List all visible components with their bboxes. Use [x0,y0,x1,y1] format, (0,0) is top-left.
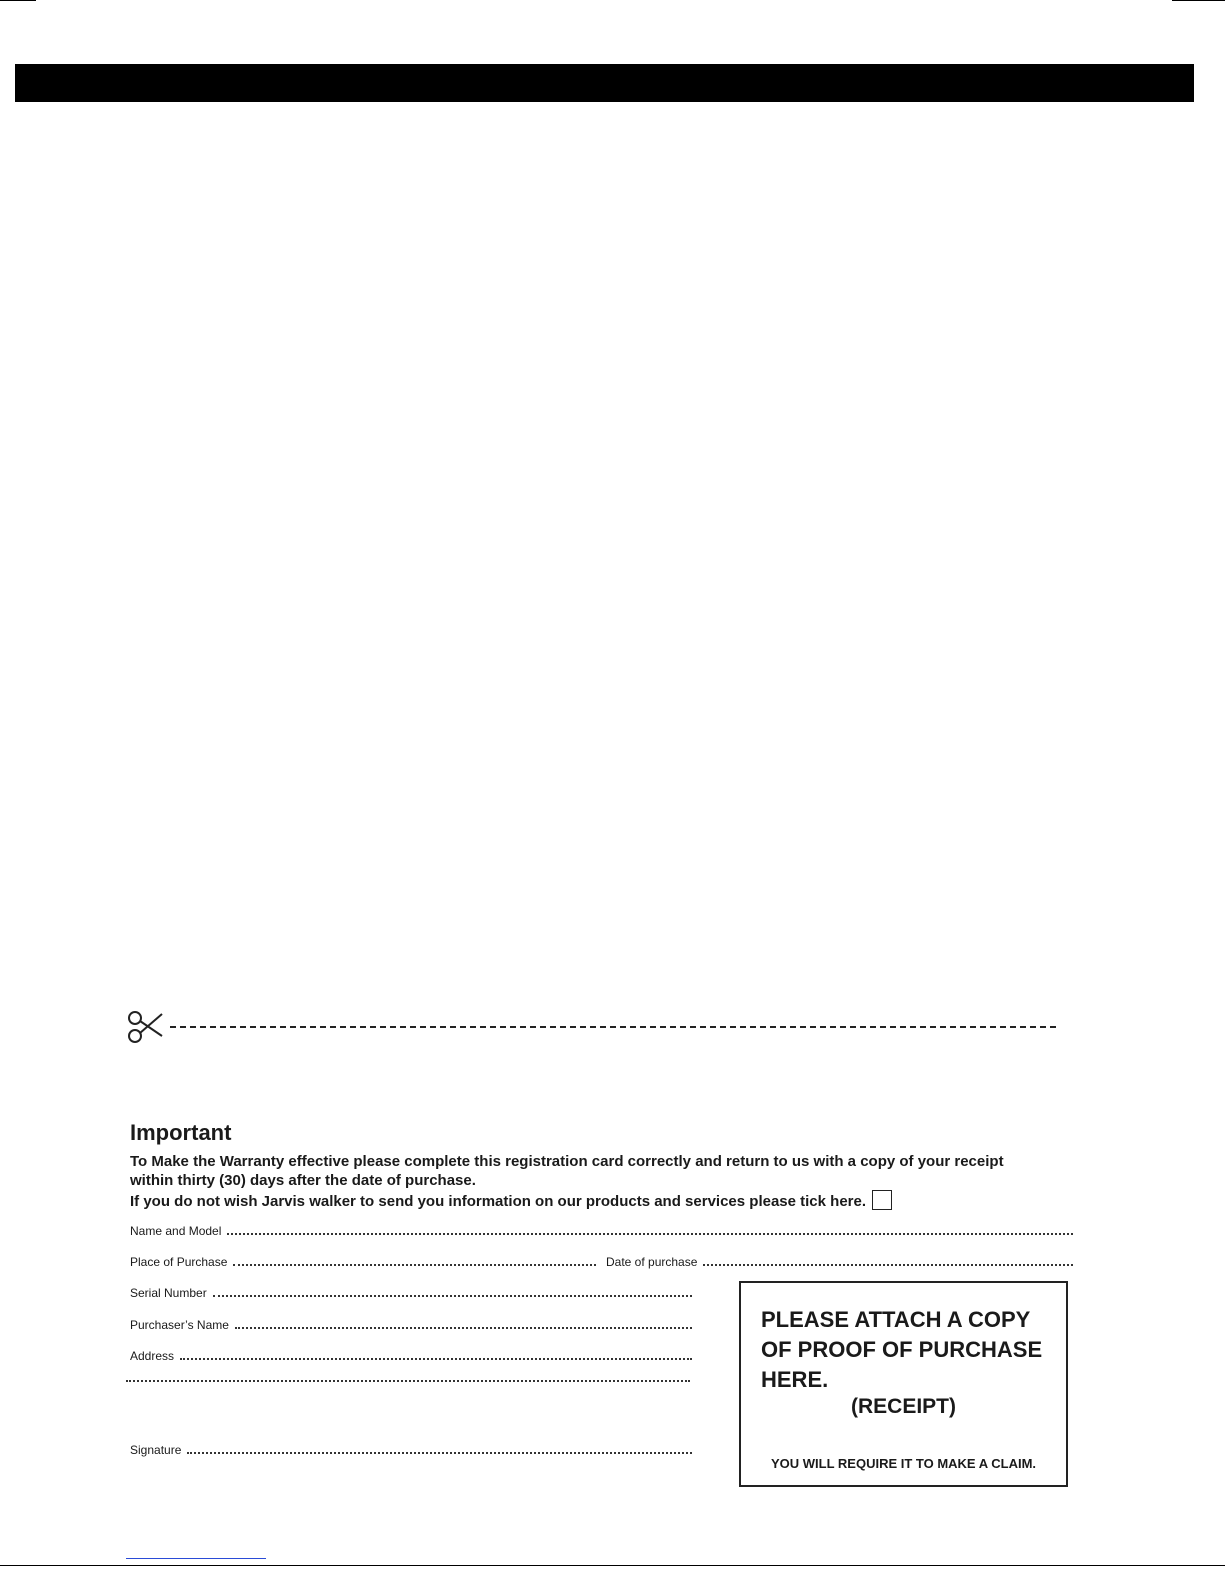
signature-label: Signature [130,1443,182,1457]
registration-form [130,1120,1075,1211]
opt-out-checkbox[interactable] [872,1190,892,1210]
purchaser-name-line[interactable] [235,1327,692,1329]
place-of-purchase-label: Place of Purchase [130,1255,228,1269]
receipt-note: YOU WILL REQUIRE IT TO MAKE A CLAIM. [770,1456,1037,1471]
intro-line-2: within thirty (30) days after the date of purchase. [130,1172,476,1189]
signature-line[interactable] [187,1452,692,1454]
footer-link-underline [126,1558,266,1559]
receipt-attach-box [739,1281,1068,1487]
intro-line-1: To Make the Warranty effective please complete this registration card correctly and return to us with a copy of your receipt [130,1153,1004,1170]
receipt-line-2: OF PROOF OF PURCHASE [761,1337,1043,1362]
purchaser-name-field[interactable] [130,1318,692,1332]
serial-number-label: Serial Number [130,1286,207,1300]
serial-number-line[interactable] [213,1295,692,1297]
form-title: Important [130,1120,232,1145]
address-line-2-field[interactable] [126,1380,690,1385]
crop-mark-left [0,0,36,1]
address-line-2[interactable] [126,1380,690,1382]
tick-instruction: If you do not wish Jarvis walker to send you information on our products and services please tick here. [130,1193,867,1210]
receipt-instruction [761,1305,1042,1395]
name-model-label: Name and Model [130,1224,222,1238]
crop-mark-right [1172,0,1225,1]
intro-line-3 [130,1190,1075,1211]
date-of-purchase-field[interactable] [606,1255,1073,1269]
signature-field[interactable] [130,1443,692,1457]
scissors-icon [126,1008,164,1046]
receipt-line-1: PLEASE ATTACH A COPY [761,1307,1031,1332]
serial-number-field[interactable] [130,1286,692,1300]
name-model-line[interactable] [227,1233,1073,1235]
receipt-line-3: HERE. [761,1367,829,1392]
place-of-purchase-line[interactable] [233,1264,596,1266]
footer-rule [0,1565,1225,1566]
cut-line [126,1008,1056,1048]
address-line-1[interactable] [180,1358,692,1360]
cut-dashes [170,1026,1056,1028]
header-bar [15,64,1194,102]
date-of-purchase-label: Date of purchase [606,1255,698,1269]
receipt-sub: (RECEIPT) [851,1395,956,1418]
place-of-purchase-field[interactable] [130,1255,596,1269]
purchaser-name-label: Purchaser’s Name [130,1318,229,1332]
date-of-purchase-line[interactable] [703,1264,1073,1266]
address-label: Address [130,1349,175,1363]
name-model-field[interactable] [130,1224,1073,1238]
address-field[interactable] [130,1349,692,1363]
